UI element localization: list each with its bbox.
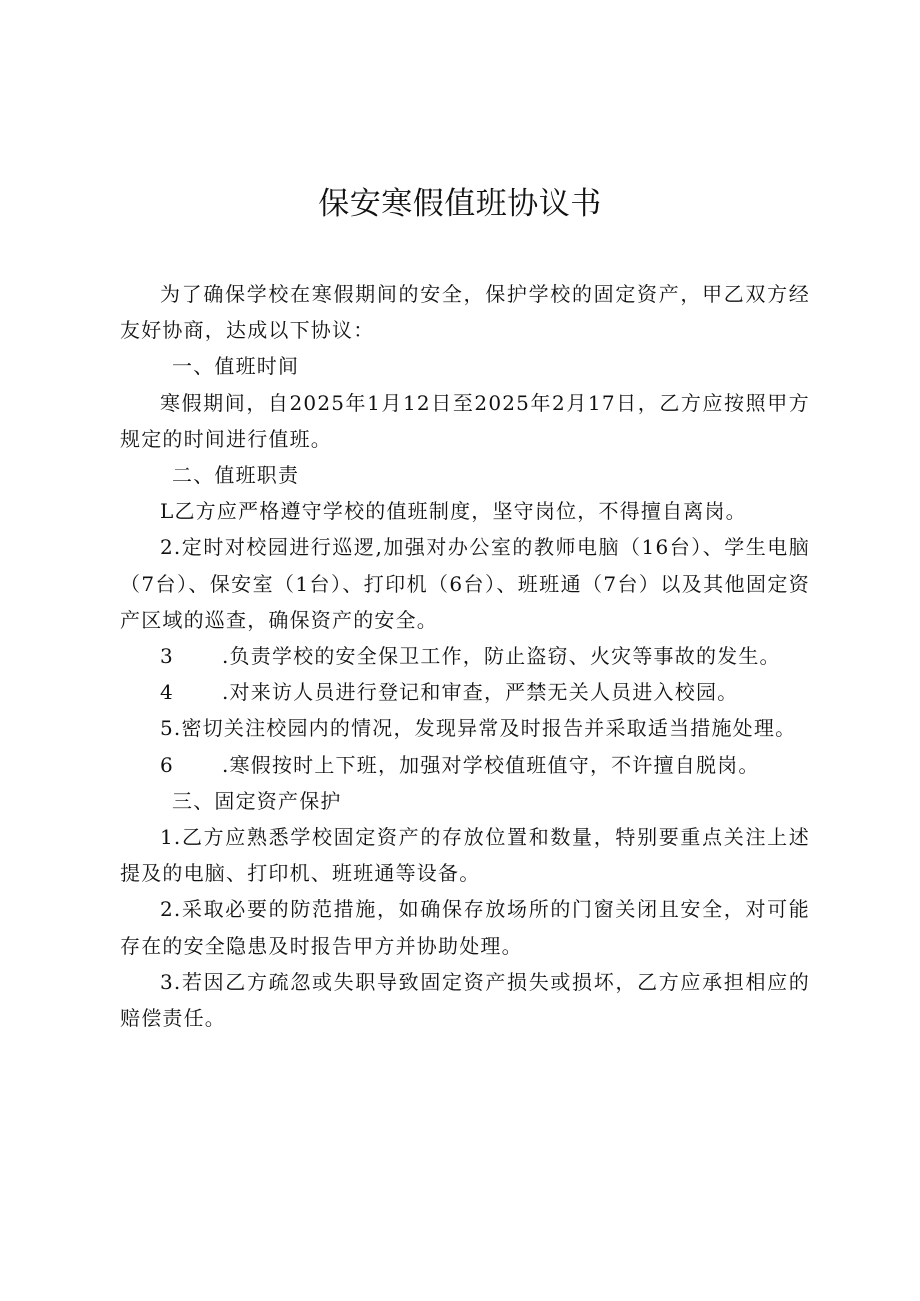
- section-heading-duty-time: 一、值班时间: [172, 354, 300, 379]
- duty-item-1: L乙方应严格遵守学校的值班制度，坚守岗位，不得擅自离岗。: [160, 499, 747, 524]
- duty-item-3-number: 3: [160, 644, 174, 669]
- duty-item-6-text: .寒假按时上下班，加强对学校值班值守，不许擅自脱岗。: [222, 752, 760, 777]
- asset-item-3: 3.若因乙方疏忽或失职导致固定资产损失或损坏，乙方应承担相应的赔偿责任。: [120, 969, 810, 1031]
- duty-item-3-text: .负责学校的安全保卫工作，防止盗窃、火灾等事故的发生。: [222, 644, 781, 669]
- duty-item-4: [120, 674, 810, 710]
- duty-item-6: [120, 747, 810, 783]
- intro-paragraph: 为了确保学校在寒假期间的安全，保护学校的固定资产，甲乙双方经友好协商，达成以下协议：: [120, 282, 810, 343]
- duty-item-4-number: 4: [160, 680, 174, 705]
- document-body: [120, 276, 810, 1036]
- asset-item-2: 2.采取必要的防范措施，如确保存放场所的门窗关闭且安全，对可能存在的安全隐患及时报告甲方并协助处理。: [120, 897, 810, 958]
- duty-item-6-number: 6: [160, 752, 174, 777]
- duty-item-2: 2.定时对校园进行巡逻,加强对办公室的教师电脑（16台）、学生电脑（7台）、保安室（1台）、打印机（6台）、班班通（7台）以及其他固定资产区域的巡查，确保资产的安全。: [120, 535, 810, 632]
- section-heading-asset-protection: 三、固定资产保护: [172, 788, 342, 813]
- duty-item-5: 5.密切关注校园内的情况，发现异常及时报告并采取适当措施处理。: [160, 716, 797, 741]
- duty-time-paragraph: 寒假期间，自2025年1月12日至2025年2月17日，乙方应按照甲方规定的时间进行值班。: [120, 390, 810, 451]
- duty-item-4-text: .对来访人员进行登记和审查，严禁无关人员进入校园。: [222, 680, 739, 705]
- section-heading-duty-responsibilities: 二、值班职责: [172, 463, 300, 488]
- asset-item-1: 1.乙方应熟悉学校固定资产的存放位置和数量，特别要重点关注上述提及的电脑、打印机、班班通等设备。: [120, 825, 810, 886]
- duty-item-3: [120, 638, 810, 674]
- document-title: 保安寒假值班协议书: [318, 186, 602, 222]
